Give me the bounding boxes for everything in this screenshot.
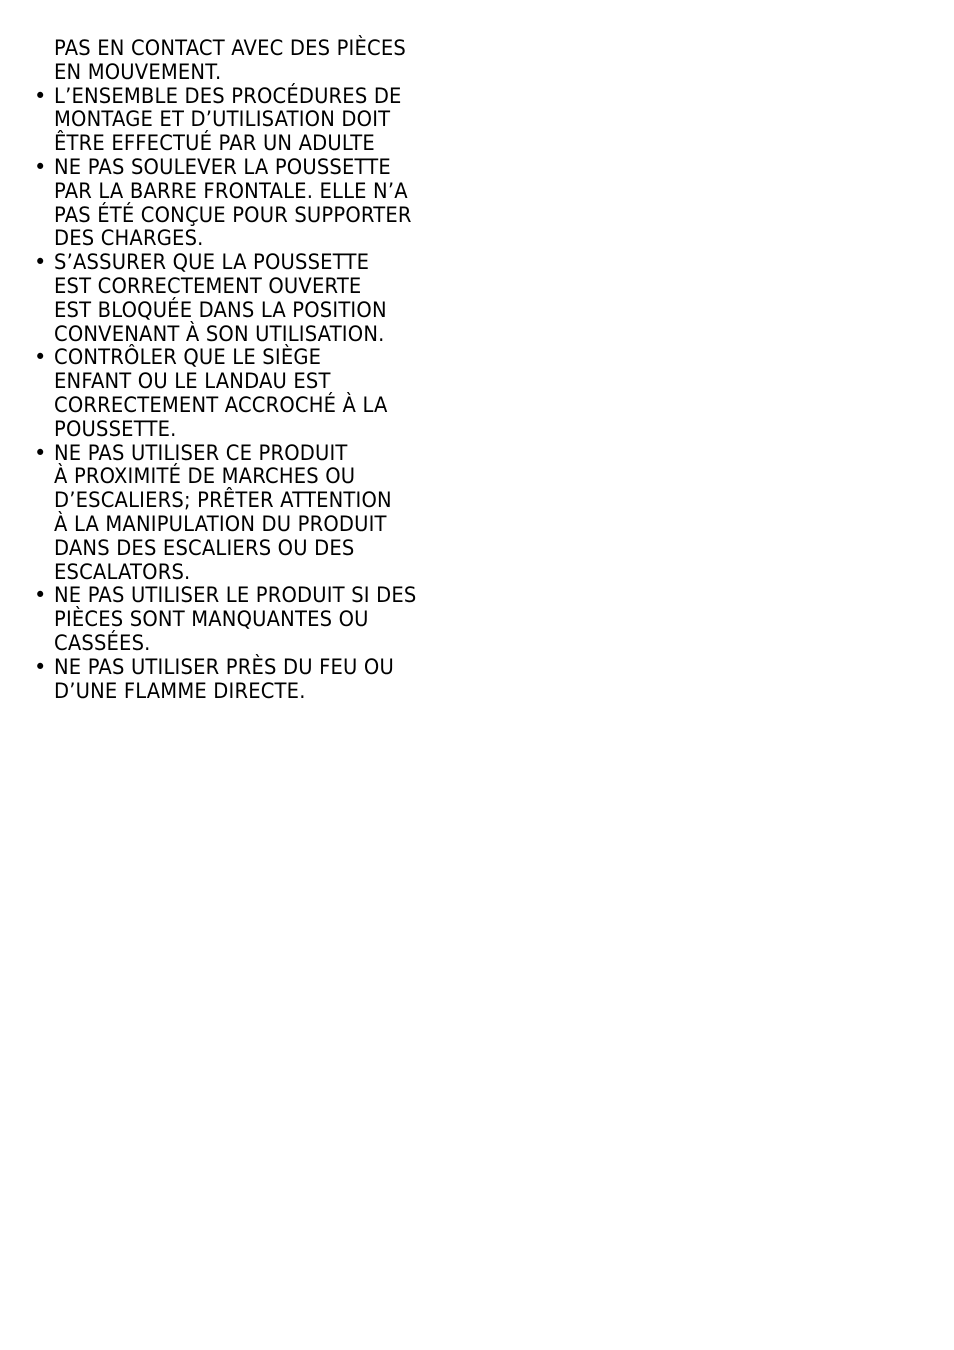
warning-line: À LA MANIPULATION DU PRODUIT <box>54 511 387 536</box>
warning-line: ENFANT OU LE LANDAU EST <box>54 369 331 394</box>
warning-item <box>0 85 520 156</box>
warning-line: DES CHARGES. <box>54 226 204 251</box>
warning-item <box>0 442 520 585</box>
warning-line: CONVENANT À SON UTILISATION. <box>54 321 385 346</box>
continued-warning <box>0 37 520 85</box>
bullet-icon: • <box>34 83 47 108</box>
bullet-icon: • <box>34 250 47 275</box>
warning-line: NE PAS UTILISER CE PRODUIT <box>54 440 348 465</box>
warning-line: NE PAS UTILISER LE PRODUIT SI DES <box>54 583 417 608</box>
warning-line: PAR LA BARRE FRONTALE. ELLE N’A <box>54 178 408 203</box>
warning-line: À PROXIMITÉ DE MARCHES OU <box>54 464 356 489</box>
warning-item <box>0 156 520 251</box>
bullet-icon: • <box>34 154 47 179</box>
warning-line: ESCALATORS. <box>54 559 191 584</box>
warning-item <box>0 346 520 441</box>
bullet-icon: • <box>34 654 47 679</box>
warning-item <box>0 584 520 655</box>
warning-line: NE PAS SOULEVER LA POUSSETTE <box>54 154 391 179</box>
warning-item <box>0 251 520 346</box>
warning-line: EST CORRECTEMENT OUVERTE <box>54 273 362 298</box>
warning-line: PAS EN CONTACT AVEC DES PIÈCES <box>54 36 406 60</box>
warning-line: POUSSETTE. <box>54 416 177 441</box>
warning-line: CASSÉES. <box>54 630 151 655</box>
warning-line: S’ASSURER QUE LA POUSSETTE <box>54 250 370 275</box>
warning-line: NE PAS UTILISER PRÈS DU FEU OU <box>54 654 394 679</box>
warning-line: D’ESCALIERS; PRÊTER ATTENTION <box>54 488 392 513</box>
warnings-list <box>0 37 520 703</box>
warning-line: CONTRÔLER QUE LE SIÈGE <box>54 345 322 370</box>
warning-line: CORRECTEMENT ACCROCHÉ À LA <box>54 392 388 417</box>
warning-line: EST BLOQUÉE DANS LA POSITION <box>54 297 387 322</box>
warning-line: DANS DES ESCALIERS OU DES <box>54 535 355 560</box>
warning-line: EN MOUVEMENT. <box>54 59 222 84</box>
warning-line: ÊTRE EFFECTUÉ PAR UN ADULTE <box>54 131 375 156</box>
warning-line: L’ENSEMBLE DES PROCÉDURES DE <box>54 83 402 108</box>
bullet-icon: • <box>34 583 47 608</box>
warning-line: PAS ÉTÉ CONÇUE POUR SUPPORTER <box>54 202 412 227</box>
bullet-icon: • <box>34 345 47 370</box>
bullet-icon: • <box>34 440 47 465</box>
warning-item <box>0 656 520 704</box>
warning-line: PIÈCES SONT MANQUANTES OU <box>54 607 369 632</box>
warning-line: D’UNE FLAMME DIRECTE. <box>54 678 306 703</box>
warning-line: MONTAGE ET D’UTILISATION DOIT <box>54 107 391 132</box>
